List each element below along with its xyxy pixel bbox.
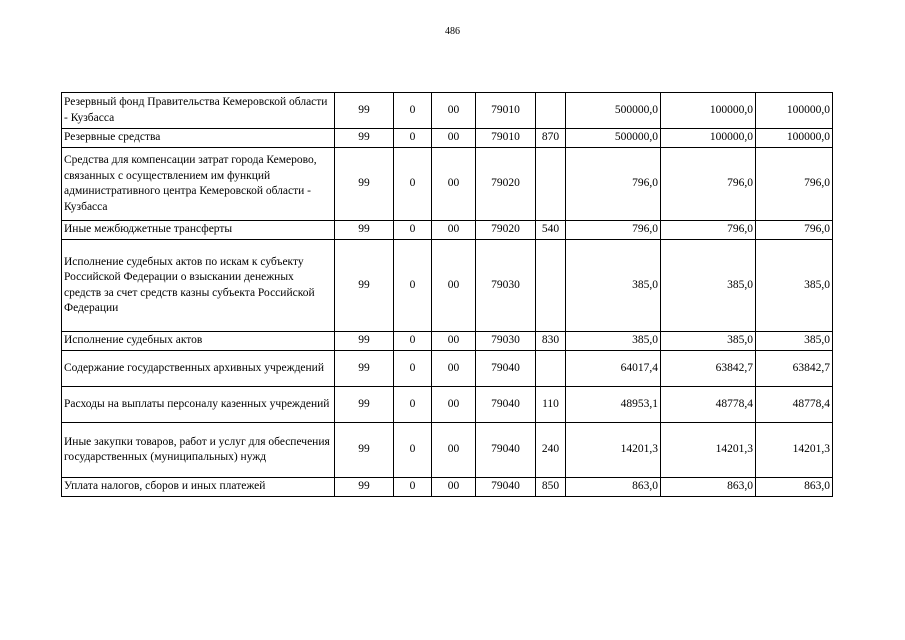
row-sub: 0 — [394, 332, 432, 351]
row-name: Резервный фонд Правительства Кемеровской области - Кузбасса — [62, 93, 335, 129]
row-value-1: 48953,1 — [566, 387, 661, 423]
row-sub: 0 — [394, 148, 432, 221]
row-value-2: 796,0 — [661, 148, 756, 221]
row-grp: 00 — [432, 221, 476, 240]
row-value-1: 796,0 — [566, 221, 661, 240]
row-vr: 240 — [536, 423, 566, 478]
row-sub: 0 — [394, 423, 432, 478]
row-glav: 99 — [335, 240, 394, 332]
row-sub: 0 — [394, 221, 432, 240]
row-code: 79040 — [476, 387, 536, 423]
row-value-3: 863,0 — [756, 478, 833, 497]
row-grp: 00 — [432, 240, 476, 332]
row-code: 79040 — [476, 478, 536, 497]
row-code: 79040 — [476, 423, 536, 478]
row-vr — [536, 240, 566, 332]
table-row — [62, 148, 833, 221]
row-glav: 99 — [335, 478, 394, 497]
table-row — [62, 351, 833, 387]
row-vr — [536, 351, 566, 387]
row-code: 79010 — [476, 93, 536, 129]
row-value-3: 385,0 — [756, 332, 833, 351]
row-value-2: 48778,4 — [661, 387, 756, 423]
row-value-3: 796,0 — [756, 221, 833, 240]
row-sub: 0 — [394, 478, 432, 497]
table-row — [62, 221, 833, 240]
row-sub: 0 — [394, 240, 432, 332]
table-row — [62, 423, 833, 478]
row-value-1: 796,0 — [566, 148, 661, 221]
row-value-3: 100000,0 — [756, 93, 833, 129]
row-vr: 110 — [536, 387, 566, 423]
row-sub: 0 — [394, 387, 432, 423]
row-sub: 0 — [394, 351, 432, 387]
row-name: Средства для компенсации затрат города Кемерово, связанных с осуществлением им функций административного центра Кемеровской области - Кузбасса — [62, 148, 335, 221]
row-glav: 99 — [335, 148, 394, 221]
row-value-1: 500000,0 — [566, 129, 661, 148]
row-value-1: 500000,0 — [566, 93, 661, 129]
row-vr: 540 — [536, 221, 566, 240]
row-value-3: 63842,7 — [756, 351, 833, 387]
row-value-2: 100000,0 — [661, 93, 756, 129]
row-glav: 99 — [335, 93, 394, 129]
row-vr: 830 — [536, 332, 566, 351]
row-value-2: 100000,0 — [661, 129, 756, 148]
table-row — [62, 240, 833, 332]
row-sub: 0 — [394, 129, 432, 148]
row-value-2: 863,0 — [661, 478, 756, 497]
row-grp: 00 — [432, 129, 476, 148]
row-value-3: 385,0 — [756, 240, 833, 332]
row-value-1: 385,0 — [566, 240, 661, 332]
table-row — [62, 478, 833, 497]
row-glav: 99 — [335, 221, 394, 240]
row-vr: 850 — [536, 478, 566, 497]
row-glav: 99 — [335, 423, 394, 478]
row-glav: 99 — [335, 332, 394, 351]
row-grp: 00 — [432, 351, 476, 387]
table-row — [62, 129, 833, 148]
row-code: 79040 — [476, 351, 536, 387]
row-name: Резервные средства — [62, 129, 335, 148]
row-vr — [536, 148, 566, 221]
row-value-2: 14201,3 — [661, 423, 756, 478]
row-value-2: 796,0 — [661, 221, 756, 240]
row-value-3: 796,0 — [756, 148, 833, 221]
row-glav: 99 — [335, 351, 394, 387]
table-row — [62, 93, 833, 129]
row-code: 79010 — [476, 129, 536, 148]
row-name: Содержание государственных архивных учреждений — [62, 351, 335, 387]
table-row — [62, 387, 833, 423]
row-value-1: 385,0 — [566, 332, 661, 351]
row-name: Уплата налогов, сборов и иных платежей — [62, 478, 335, 497]
row-code: 79030 — [476, 240, 536, 332]
row-name: Исполнение судебных актов — [62, 332, 335, 351]
row-name: Иные закупки товаров, работ и услуг для обеспечения государственных (муниципальных) нужд — [62, 423, 335, 478]
row-glav: 99 — [335, 387, 394, 423]
row-grp: 00 — [432, 478, 476, 497]
row-code: 79030 — [476, 332, 536, 351]
row-value-1: 14201,3 — [566, 423, 661, 478]
row-value-1: 64017,4 — [566, 351, 661, 387]
row-value-3: 48778,4 — [756, 387, 833, 423]
row-vr — [536, 93, 566, 129]
row-vr: 870 — [536, 129, 566, 148]
row-value-3: 100000,0 — [756, 129, 833, 148]
budget-table — [61, 92, 833, 497]
row-code: 79020 — [476, 148, 536, 221]
row-grp: 00 — [432, 423, 476, 478]
row-grp: 00 — [432, 332, 476, 351]
row-value-3: 14201,3 — [756, 423, 833, 478]
row-grp: 00 — [432, 387, 476, 423]
page-number: 486 — [445, 26, 460, 37]
row-grp: 00 — [432, 93, 476, 129]
row-name: Иные межбюджетные трансферты — [62, 221, 335, 240]
row-value-2: 63842,7 — [661, 351, 756, 387]
row-value-2: 385,0 — [661, 240, 756, 332]
row-value-1: 863,0 — [566, 478, 661, 497]
row-glav: 99 — [335, 129, 394, 148]
row-sub: 0 — [394, 93, 432, 129]
row-value-2: 385,0 — [661, 332, 756, 351]
row-grp: 00 — [432, 148, 476, 221]
row-name: Исполнение судебных актов по искам к субъекту Российской Федерации о взыскании денежных средств за счет средств казны субъекта Российской Федерации — [62, 240, 335, 332]
table-row — [62, 332, 833, 351]
row-name: Расходы на выплаты персоналу казенных учреждений — [62, 387, 335, 423]
row-code: 79020 — [476, 221, 536, 240]
